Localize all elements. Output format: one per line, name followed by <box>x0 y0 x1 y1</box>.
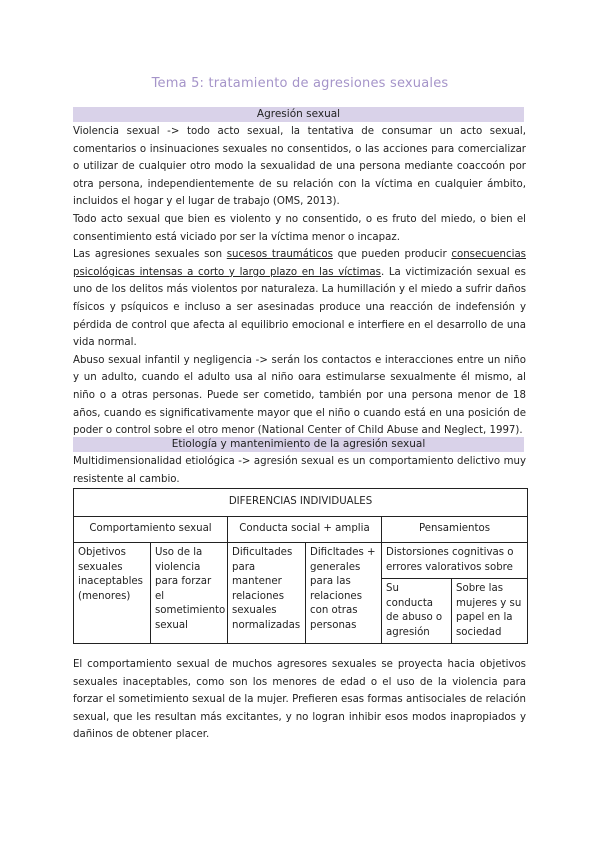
table-col-pensamientos: Pensamientos <box>382 517 528 543</box>
paragraph-agresiones <box>73 246 526 352</box>
paragraph-acto-sexual: Todo acto sexual que bien es violento y no consentido, o es fruto del miedo, o bien el consentimiento está viciado por ser la víctima menor o incapaz. <box>73 213 526 243</box>
table-col-comportamiento: Comportamiento sexual <box>74 517 228 543</box>
table-cell: Objetivos sexuales inaceptables (menores) <box>74 543 151 644</box>
underlined-sucesos: sucesos traumáticos <box>226 249 333 261</box>
table-col-conducta: Conducta social + amplia <box>228 517 382 543</box>
text-span: . La victimización sexual es uno de los delitos más violentos por naturaleza. La humillación y el miedo a sufrir daños físicos y psíquicos e incluso a ser asesinadas produce una reacción de indefensión y pérdida de control que afecta al equilibrio emocional e interfiere en el desarrollo de una vida normal. <box>73 266 526 349</box>
etiologia-intro: Multidimensionalidad etiológica -> agresión sexual es un comportamiento delictivo muy resistente al cambio. <box>73 456 526 485</box>
page-title: Tema 5: tratamiento de agresiones sexuales <box>151 76 449 91</box>
table-cell: Dificultades para mantener relaciones sexuales normalizadas <box>228 543 306 644</box>
table-cell: Uso de la violencia para forzar el sometimiento sexual <box>151 543 228 644</box>
text-span: Las agresiones sexuales son <box>73 249 227 261</box>
table-cell: Dificltades + generales para las relaciones con otras personas <box>306 543 382 644</box>
section-heading-etiologia: Etiología y mantenimiento de la agresión sexual <box>73 437 524 452</box>
table-cell: Distorsiones cognitivas o errores valorativos sobre <box>382 543 528 579</box>
section1-body <box>73 123 526 440</box>
text-span: que pueden producir <box>332 249 452 261</box>
table-cell: Sobre las mujeres y su papel en la sociedad <box>452 579 528 644</box>
diferencias-table <box>73 488 528 644</box>
paragraph-abuso-infantil: Abuso sexual infantil y negligencia -> serán los contactos e interacciones entre un niño y un adulto, cuando el adulto usa al niño oara estimularse sexualmente él mismo, al niño o a otras personas. Puede ser cometido, también por una persona menor de 18 años, cuando es significativamente mayor que el niño o cuando está en una posición de poder o control sobre el otro menor (National Center of Child Abuse and Neglect, 1997). <box>73 354 526 437</box>
underlined-consecuencias: consecuencias psicológicas intensas a corto y largo plazo en las víctimas <box>73 249 526 278</box>
etiologia-outro: El comportamiento sexual de muchos agresores sexuales se proyecta hacia objetivos sexuales inaceptables, como son los menores de edad o el uso de la violencia para forzar el sometimiento sexual de la mujer. Prefieren esas formas antisociales de relación sexual, que les resultan más excitantes, y no logran inhibir esos modos inapropiados y dañinos de obtener placer. <box>73 659 526 741</box>
paragraph-violencia-sexual: Violencia sexual -> todo acto sexual, la tentativa de consumar un acto sexual, comentarios o insinuaciones sexuales no consentidos, o las acciones para comercializar o utilizar de cualquier otro modo la sexualidad de una persona mediante coaccoón por otra persona, independientemente de su relación con la víctima en cualquier ámbito, incluidos el hogar y el lugar de trabajo (OMS, 2013). <box>73 126 526 208</box>
table-header: DIFERENCIAS INDIVIDUALES <box>74 489 528 517</box>
section-heading-agresion: Agresión sexual <box>73 107 524 122</box>
table-cell: Su conducta de abuso o agresión <box>382 579 452 644</box>
